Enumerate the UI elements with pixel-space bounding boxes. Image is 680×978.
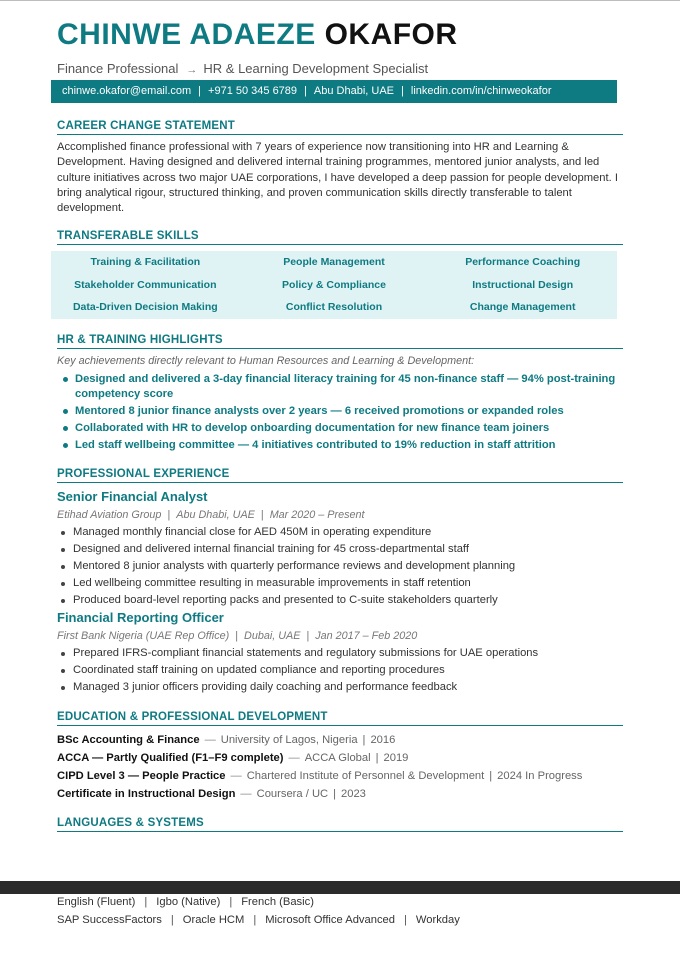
job-title: Senior Financial Analyst [57,489,208,504]
language-item: Igbo (Native) [156,896,221,908]
skills-grid [51,251,617,319]
job-bullet: Designed and delivered internal financial training for 45 cross-departmental staff [57,541,623,558]
meta-separator: | [235,630,239,642]
contact-linkedin[interactable]: linkedin.com/in/chinweokafor [410,85,552,97]
job-dates: Jan 2017 – Feb 2020 [315,630,418,642]
job-title: Financial Reporting Officer [57,610,224,625]
system-item: Oracle HCM [182,914,245,926]
contact-separator: | [304,85,307,97]
section-title-highlights: HR & TRAINING HIGHLIGHTS [57,334,623,349]
skill-item: People Management [283,256,385,269]
education-degree: BSc Accounting & Finance [57,734,200,746]
education-institution: Chartered Institute of Personnel & Development [246,770,485,782]
skill-item: Change Management [469,301,576,314]
to-role: HR & Learning Development Specialist [203,61,429,76]
job-bullet: Produced board-level reporting packs and presented to C-suite stakeholders quarterly [57,592,623,609]
job-location: Dubai, UAE [244,630,301,642]
meta-separator: | [306,630,310,642]
candidate-name [57,18,458,52]
meta-separator: | [167,509,171,521]
job-bullet: Mentored 8 junior analysts with quarterly performance reviews and development planning [57,558,623,575]
highlight-item: Designed and delivered a 3-day financial literacy training for 45 non-finance staff — 94% post-training competency score [57,372,623,401]
education-year: 2024 In Progress [497,770,583,782]
job-bullet: Prepared IFRS-compliant financial statements and regulatory submissions for UAE operations [57,645,623,662]
job-bullets [57,645,623,696]
education-institution: ACCA Global [304,752,371,764]
first-name: CHINWE ADAEZE [57,18,316,51]
highlights-intro: Key achievements directly relevant to Human Resources and Learning & Development: [57,355,475,367]
career-tagline [57,61,428,76]
job-dates: Mar 2020 – Present [269,509,365,521]
arrow-right-icon: → [186,64,198,76]
highlights-list [57,372,623,455]
highlight-item: Collaborated with HR to develop onboarding documentation for new finance team joiners [57,421,623,436]
contact-separator: | [401,85,404,97]
education-item: BSc Accounting & Finance — University of Lagos, Nigeria | 2016 [57,734,396,746]
systems-line: SAP SuccessFactors | Oracle HCM | Microsoft Office Advanced | Workday [57,914,460,926]
job-bullet: Managed 3 junior officers providing daily coaching and performance feedback [57,679,623,696]
education-institution: University of Lagos, Nigeria [220,734,358,746]
highlight-item: Mentored 8 junior finance analysts over 2 years — 6 received promotions or expanded roles [57,404,623,419]
contact-bar [51,80,617,103]
page-break-band [0,881,680,894]
language-item: French (Basic) [241,896,314,908]
job-bullet: Coordinated staff training on updated compliance and reporting procedures [57,662,623,679]
job-company: First Bank Nigeria (UAE Rep Office) [57,630,230,642]
job-bullet: Managed monthly financial close for AED 450M in operating expenditure [57,524,623,541]
skill-item: Conflict Resolution [285,301,383,314]
contact-email[interactable]: chinwe.okafor@email.com [62,85,192,97]
skill-item: Performance Coaching [465,256,581,269]
contact-location: Abu Dhabi, UAE [313,85,395,97]
career-summary: Accomplished finance professional with 7 years of experience now transitioning into HR and Learning & Development. Having designed and delivered internal training programmes, mentored junior analysts, and led culture initiatives across two major UAE corporations, I have developed a deep passion for people development. I bring analytical rigour, structured thinking, and proven communication skills directly transferable to talent development. [57,141,618,215]
skill-item: Data-Driven Decision Making [72,301,218,314]
job-meta [57,509,365,521]
system-item: Microsoft Office Advanced [265,914,395,926]
system-item: Workday [415,914,460,926]
contact-separator: | [198,85,202,97]
section-title-skills: TRANSFERABLE SKILLS [57,230,623,245]
education-degree: Certificate in Instructional Design [57,788,236,800]
page-top-border [0,0,680,1]
section-title-education: EDUCATION & PROFESSIONAL DEVELOPMENT [57,711,623,726]
education-item: Certificate in Instructional Design — Coursera / UC | 2023 [57,788,366,800]
education-year: 2019 [383,752,409,764]
education-degree: ACCA — Partly Qualified (F1–F9 complete) [57,752,284,764]
education-year: 2016 [370,734,396,746]
section-title-career: CAREER CHANGE STATEMENT [57,120,623,135]
meta-separator: | [260,509,264,521]
section-title-languages: LANGUAGES & SYSTEMS [57,817,623,832]
education-list [57,731,623,803]
system-item: SAP SuccessFactors [57,914,162,926]
job-bullets [57,524,623,609]
languages-line: English (Fluent) | Igbo (Native) | French (Basic) [57,896,314,908]
from-role: Finance Professional [57,61,179,76]
job-company: Etihad Aviation Group [57,509,162,521]
job-bullet: Led wellbeing committee resulting in measurable improvements in staff retention [57,575,623,592]
skill-item: Stakeholder Communication [74,278,217,291]
skill-item: Instructional Design [472,278,574,291]
language-item: English (Fluent) [57,896,136,908]
job-meta [57,630,417,642]
skill-item: Training & Facilitation [90,256,201,269]
education-item: ACCA — Partly Qualified (F1–F9 complete) — ACCA Global | 2019 [57,752,409,764]
skill-item: Policy & Compliance [282,278,386,291]
job-location: Abu Dhabi, UAE [176,509,255,521]
contact-phone[interactable]: +971 50 345 6789 [208,85,298,97]
education-institution: Coursera / UC [256,788,329,800]
education-degree: CIPD Level 3 — People Practice [57,770,226,782]
highlight-item: Led staff wellbeing committee — 4 initiatives contributed to 19% reduction in staff attrition [57,438,623,453]
education-year: 2023 [341,788,366,800]
education-item: CIPD Level 3 — People Practice — Chartered Institute of Personnel & Development | 2024 In Progress [57,770,583,782]
section-title-experience: PROFESSIONAL EXPERIENCE [57,468,623,483]
last-name: OKAFOR [324,18,458,51]
